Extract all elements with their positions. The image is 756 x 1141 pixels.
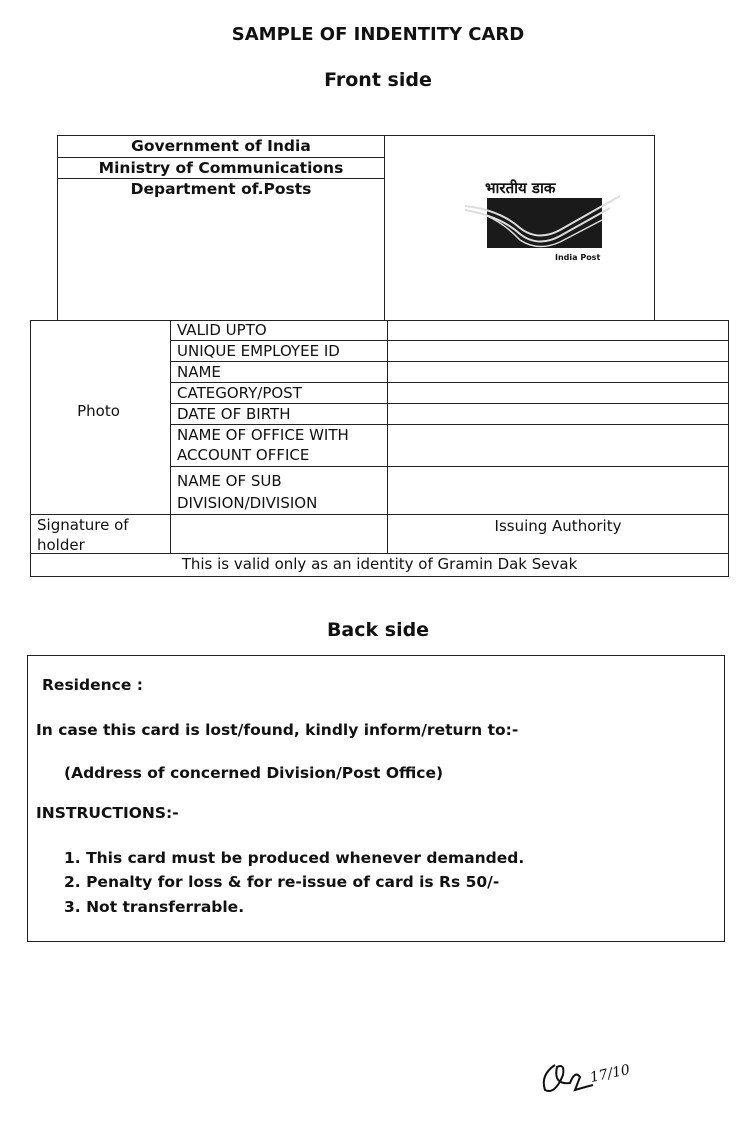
back-side-heading: Back side	[326, 619, 430, 641]
header-department: Department of.Posts	[130, 180, 312, 198]
header-government: Government of India	[57, 135, 385, 158]
photo-cell	[30, 320, 171, 515]
lost-found-text: In case this card is lost/found, kindly inform/return to:-	[36, 721, 519, 739]
validity-footer: This is valid only as an identity of Gramin Dak Sevak	[30, 553, 729, 577]
issuing-authority-label: Issuing Authority	[387, 514, 729, 554]
front-side-heading: Front side	[324, 69, 432, 91]
instruction-item: 3. Not transferrable.	[64, 898, 245, 916]
field-label-dob: DATE OF BIRTH	[170, 403, 388, 425]
field-value-division[interactable]	[387, 466, 729, 515]
logo-hindi-text: भारतीय डाक	[485, 179, 556, 197]
field-value-employee-id[interactable]	[387, 340, 729, 362]
field-label-valid-upto: VALID UPTO	[170, 320, 388, 341]
field-label-category: CATEGORY/POST	[170, 382, 388, 404]
logo-cell	[384, 135, 655, 321]
residence-label: Residence :	[42, 676, 143, 694]
signature-date-mark: 17/10	[588, 1061, 632, 1086]
field-value-valid-upto[interactable]	[387, 320, 729, 341]
instruction-item: 2. Penalty for loss & for re-issue of card is Rs 50/-	[64, 873, 500, 891]
address-text: (Address of concerned Division/Post Office)	[64, 764, 444, 782]
photo-label: Photo	[77, 402, 120, 420]
signature-holder-field[interactable]	[170, 514, 388, 554]
document-title: SAMPLE OF INDENTITY CARD	[231, 24, 525, 45]
instructions-heading: INSTRUCTIONS:-	[36, 804, 179, 822]
field-value-dob[interactable]	[387, 403, 729, 425]
field-label-division: NAME OF SUB DIVISION/DIVISION	[170, 466, 388, 515]
field-value-name[interactable]	[387, 361, 729, 383]
field-label-office: NAME OF OFFICE WITH ACCOUNT OFFICE	[170, 424, 388, 467]
instruction-item: 1. This card must be produced whenever demanded.	[64, 849, 525, 867]
field-value-category[interactable]	[387, 382, 729, 404]
header-ministry: Ministry of Communications	[57, 157, 385, 179]
field-label-employee-id: UNIQUE EMPLOYEE ID	[170, 340, 388, 362]
logo-english-text: India Post	[555, 253, 601, 262]
india-post-logo-icon	[460, 194, 620, 254]
field-label-name: NAME	[170, 361, 388, 383]
field-value-office[interactable]	[387, 424, 729, 467]
signature-holder-label: Signature of holder	[30, 514, 171, 554]
handwritten-signature-icon	[535, 1055, 595, 1105]
